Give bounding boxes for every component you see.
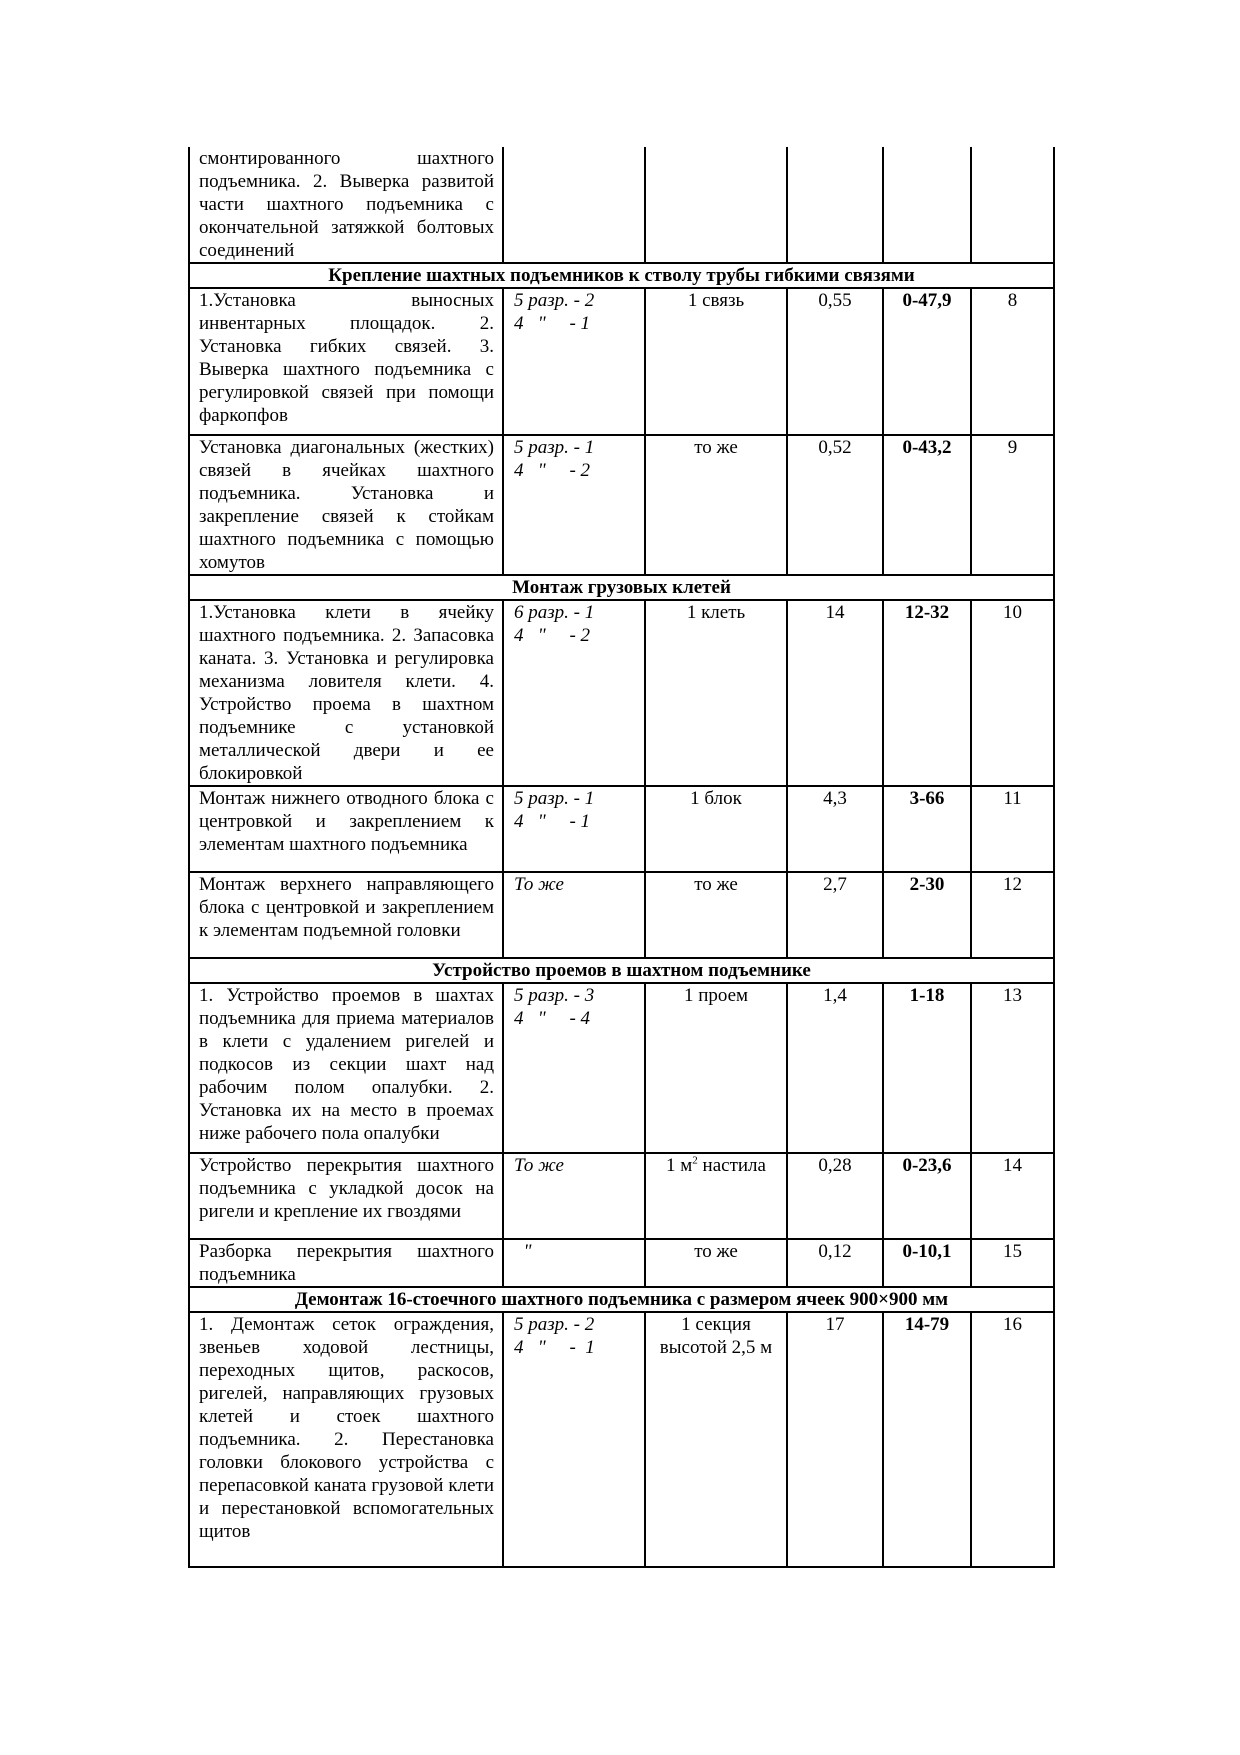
row-number: 16 [971, 1312, 1054, 1567]
table-row [189, 786, 1054, 872]
measure-unit: 1 блок [645, 786, 787, 872]
table-row [189, 872, 1054, 958]
section-title: Крепление шахтных подъемников к стволу трубы гибкими связями [189, 263, 1054, 288]
table-row [189, 1239, 1054, 1287]
norms-table [188, 147, 1055, 1568]
measure-unit: 1 проем [645, 983, 787, 1153]
row-number: 11 [971, 786, 1054, 872]
crew-composition: 6 разр. - 1 4 " - 2 [503, 600, 645, 786]
section-header [189, 958, 1054, 983]
time-norm: 0,28 [787, 1153, 883, 1239]
document-page [188, 147, 1053, 1568]
crew-composition: 5 разр. - 1 4 " - 2 [503, 435, 645, 575]
measure-unit: 1 клеть [645, 600, 787, 786]
time-norm: 17 [787, 1312, 883, 1567]
crew-composition: " [503, 1239, 645, 1287]
work-description: 1.Установка клети в ячейку шахтного подъемника. 2. Запасовка каната. 3. Установка и регулировка механизма ловителя клети. 4. Устройство проема в шахтном подъемнике с установкой металлической двери и ее блокировкой [189, 600, 503, 786]
measure-unit [645, 147, 787, 263]
work-description: смонтированного шахтного подъемника. 2. Выверка развитой части шахтного подъемника с окончательной затяжкой болтовых соединений [189, 147, 503, 263]
section-header [189, 263, 1054, 288]
work-description: Монтаж верхнего направляющего блока с центровкой и закреплением к элементам подъемной головки [189, 872, 503, 958]
time-norm: 1,4 [787, 983, 883, 1153]
table-row [189, 1312, 1054, 1567]
measure-unit: то же [645, 1239, 787, 1287]
time-norm: 0,52 [787, 435, 883, 575]
measure-unit: то же [645, 435, 787, 575]
work-description: Установка диагональных (жестких) связей в ячейках шахтного подъемника. Установка и закрепление связей к стойкам шахтного подъемника с помощью хомутов [189, 435, 503, 575]
price: 12-32 [883, 600, 971, 786]
unit-superscript: 2 [692, 1154, 698, 1167]
price: 3-66 [883, 786, 971, 872]
time-norm [787, 147, 883, 263]
work-description: 1.Установка выносных инвентарных площадок. 2. Установка гибких связей. 3. Выверка шахтного подъемника с регулировкой связей при помощи фаркопфов [189, 288, 503, 435]
price: 0-23,6 [883, 1153, 971, 1239]
row-number: 13 [971, 983, 1054, 1153]
work-description: 1. Демонтаж сеток ограждения, звеньев ходовой лестницы, переходных щитов, раскосов, ригелей, направляющих грузовых клетей и стоек шахтного подъемника. 2. Перестановка головки блокового устройства с перепасовкой каната грузовой клети и перестановкой вспомогательных щитов [189, 1312, 503, 1567]
crew-composition: 5 разр. - 3 4 " - 4 [503, 983, 645, 1153]
work-description: Разборка перекрытия шахтного подъемника [189, 1239, 503, 1287]
work-description: Устройство перекрытия шахтного подъемника с укладкой досок на ригели и крепление их гвоздями [189, 1153, 503, 1239]
row-number: 10 [971, 600, 1054, 786]
section-title: Демонтаж 16-стоечного шахтного подъемника с размером ячеек 900×900 мм [189, 1287, 1054, 1312]
time-norm: 2,7 [787, 872, 883, 958]
crew-composition [503, 147, 645, 263]
table-row [189, 600, 1054, 786]
time-norm: 0,12 [787, 1239, 883, 1287]
crew-composition: 5 разр. - 2 4 " - 1 [503, 288, 645, 435]
price: 0-10,1 [883, 1239, 971, 1287]
time-norm: 0,55 [787, 288, 883, 435]
unit-base: 1 м [666, 1155, 693, 1176]
crew-composition: 5 разр. - 2 4 " - 1 [503, 1312, 645, 1567]
table-row [189, 147, 1054, 263]
table-row [189, 1153, 1054, 1239]
measure-unit [645, 1153, 787, 1239]
table-row [189, 435, 1054, 575]
measure-unit: то же [645, 872, 787, 958]
crew-composition: 5 разр. - 1 4 " - 1 [503, 786, 645, 872]
measure-unit: 1 секция высотой 2,5 м [645, 1312, 787, 1567]
unit-suffix: настила [697, 1155, 766, 1176]
price [883, 147, 971, 263]
work-description: 1. Устройство проемов в шахтах подъемника для приема материалов в клети с удалением ригелей и подкосов из секции шахт над рабочим полом опалубки. 2. Установка их на место в проемах ниже рабочего пола опалубки [189, 983, 503, 1153]
price: 2-30 [883, 872, 971, 958]
price: 0-47,9 [883, 288, 971, 435]
table-row [189, 288, 1054, 435]
time-norm: 4,3 [787, 786, 883, 872]
measure-unit: 1 связь [645, 288, 787, 435]
work-description: Монтаж нижнего отводного блока с центровкой и закреплением к элементам шахтного подъемника [189, 786, 503, 872]
section-header [189, 575, 1054, 600]
row-number: 8 [971, 288, 1054, 435]
price: 14-79 [883, 1312, 971, 1567]
crew-composition: То же [503, 872, 645, 958]
row-number: 14 [971, 1153, 1054, 1239]
row-number: 12 [971, 872, 1054, 958]
time-norm: 14 [787, 600, 883, 786]
row-number: 9 [971, 435, 1054, 575]
section-title: Монтаж грузовых клетей [189, 575, 1054, 600]
price: 1-18 [883, 983, 971, 1153]
crew-composition: То же [503, 1153, 645, 1239]
row-number [971, 147, 1054, 263]
table-row [189, 983, 1054, 1153]
price: 0-43,2 [883, 435, 971, 575]
section-title: Устройство проемов в шахтном подъемнике [189, 958, 1054, 983]
section-header [189, 1287, 1054, 1312]
row-number: 15 [971, 1239, 1054, 1287]
